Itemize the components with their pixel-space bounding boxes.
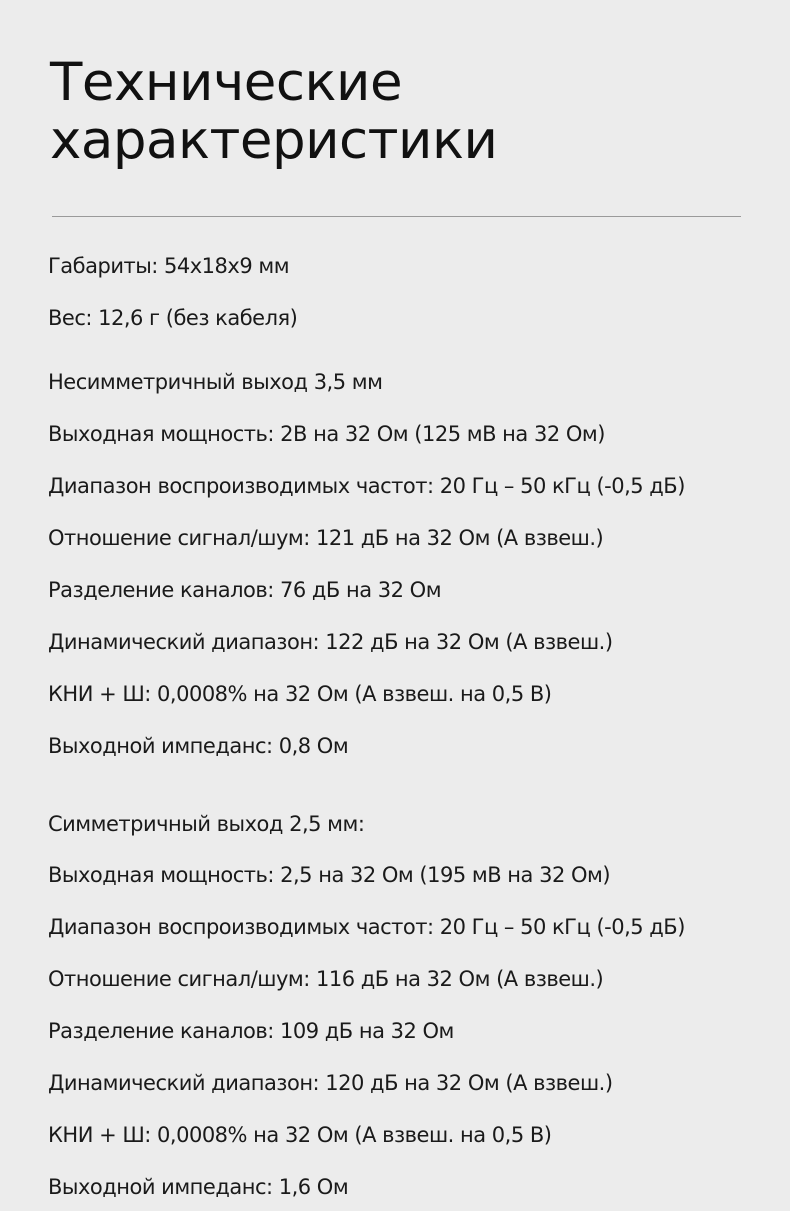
unbalanced-output-heading: Несимметричный выход 3,5 мм — [48, 370, 383, 394]
page-title — [50, 54, 750, 170]
page-title-line-1: Технические — [50, 52, 403, 113]
spec-dimensions: Габариты: 54x18x9 мм — [48, 254, 290, 278]
balanced-dynamic-range: Динамический диапазон: 120 дБ на 32 Ом (А взвеш.) — [48, 1071, 613, 1095]
unbalanced-output-impedance: Выходной импеданс: 0,8 Ом — [48, 734, 349, 758]
balanced-thd-n: КНИ + Ш: 0,0008% на 32 Ом (А взвеш. на 0,5 В) — [48, 1123, 552, 1147]
balanced-output-impedance: Выходной импеданс: 1,6 Ом — [48, 1175, 349, 1199]
balanced-output-power: Выходная мощность: 2,5 на 32 Ом (195 мВ на 32 Ом) — [48, 863, 611, 887]
balanced-snr: Отношение сигнал/шум: 116 дБ на 32 Ом (А взвеш.) — [48, 967, 604, 991]
title-divider — [52, 216, 741, 217]
balanced-output-heading: Симметричный выход 2,5 мм: — [48, 812, 365, 836]
unbalanced-channel-separation: Разделение каналов: 76 дБ на 32 Ом — [48, 578, 442, 602]
balanced-channel-separation: Разделение каналов: 109 дБ на 32 Ом — [48, 1019, 454, 1043]
unbalanced-frequency-range: Диапазон воспроизводимых частот: 20 Гц – 50 кГц (-0,5 дБ) — [48, 474, 685, 498]
spec-weight: Вес: 12,6 г (без кабеля) — [48, 306, 298, 330]
unbalanced-dynamic-range: Динамический диапазон: 122 дБ на 32 Ом (А взвеш.) — [48, 630, 613, 654]
unbalanced-snr: Отношение сигнал/шум: 121 дБ на 32 Ом (А взвеш.) — [48, 526, 604, 550]
unbalanced-output-power: Выходная мощность: 2В на 32 Ом (125 мВ на 32 Ом) — [48, 422, 605, 446]
unbalanced-thd-n: КНИ + Ш: 0,0008% на 32 Ом (А взвеш. на 0,5 В) — [48, 682, 552, 706]
page-title-line-2: характеристики — [50, 110, 498, 171]
balanced-frequency-range: Диапазон воспроизводимых частот: 20 Гц – 50 кГц (-0,5 дБ) — [48, 915, 685, 939]
